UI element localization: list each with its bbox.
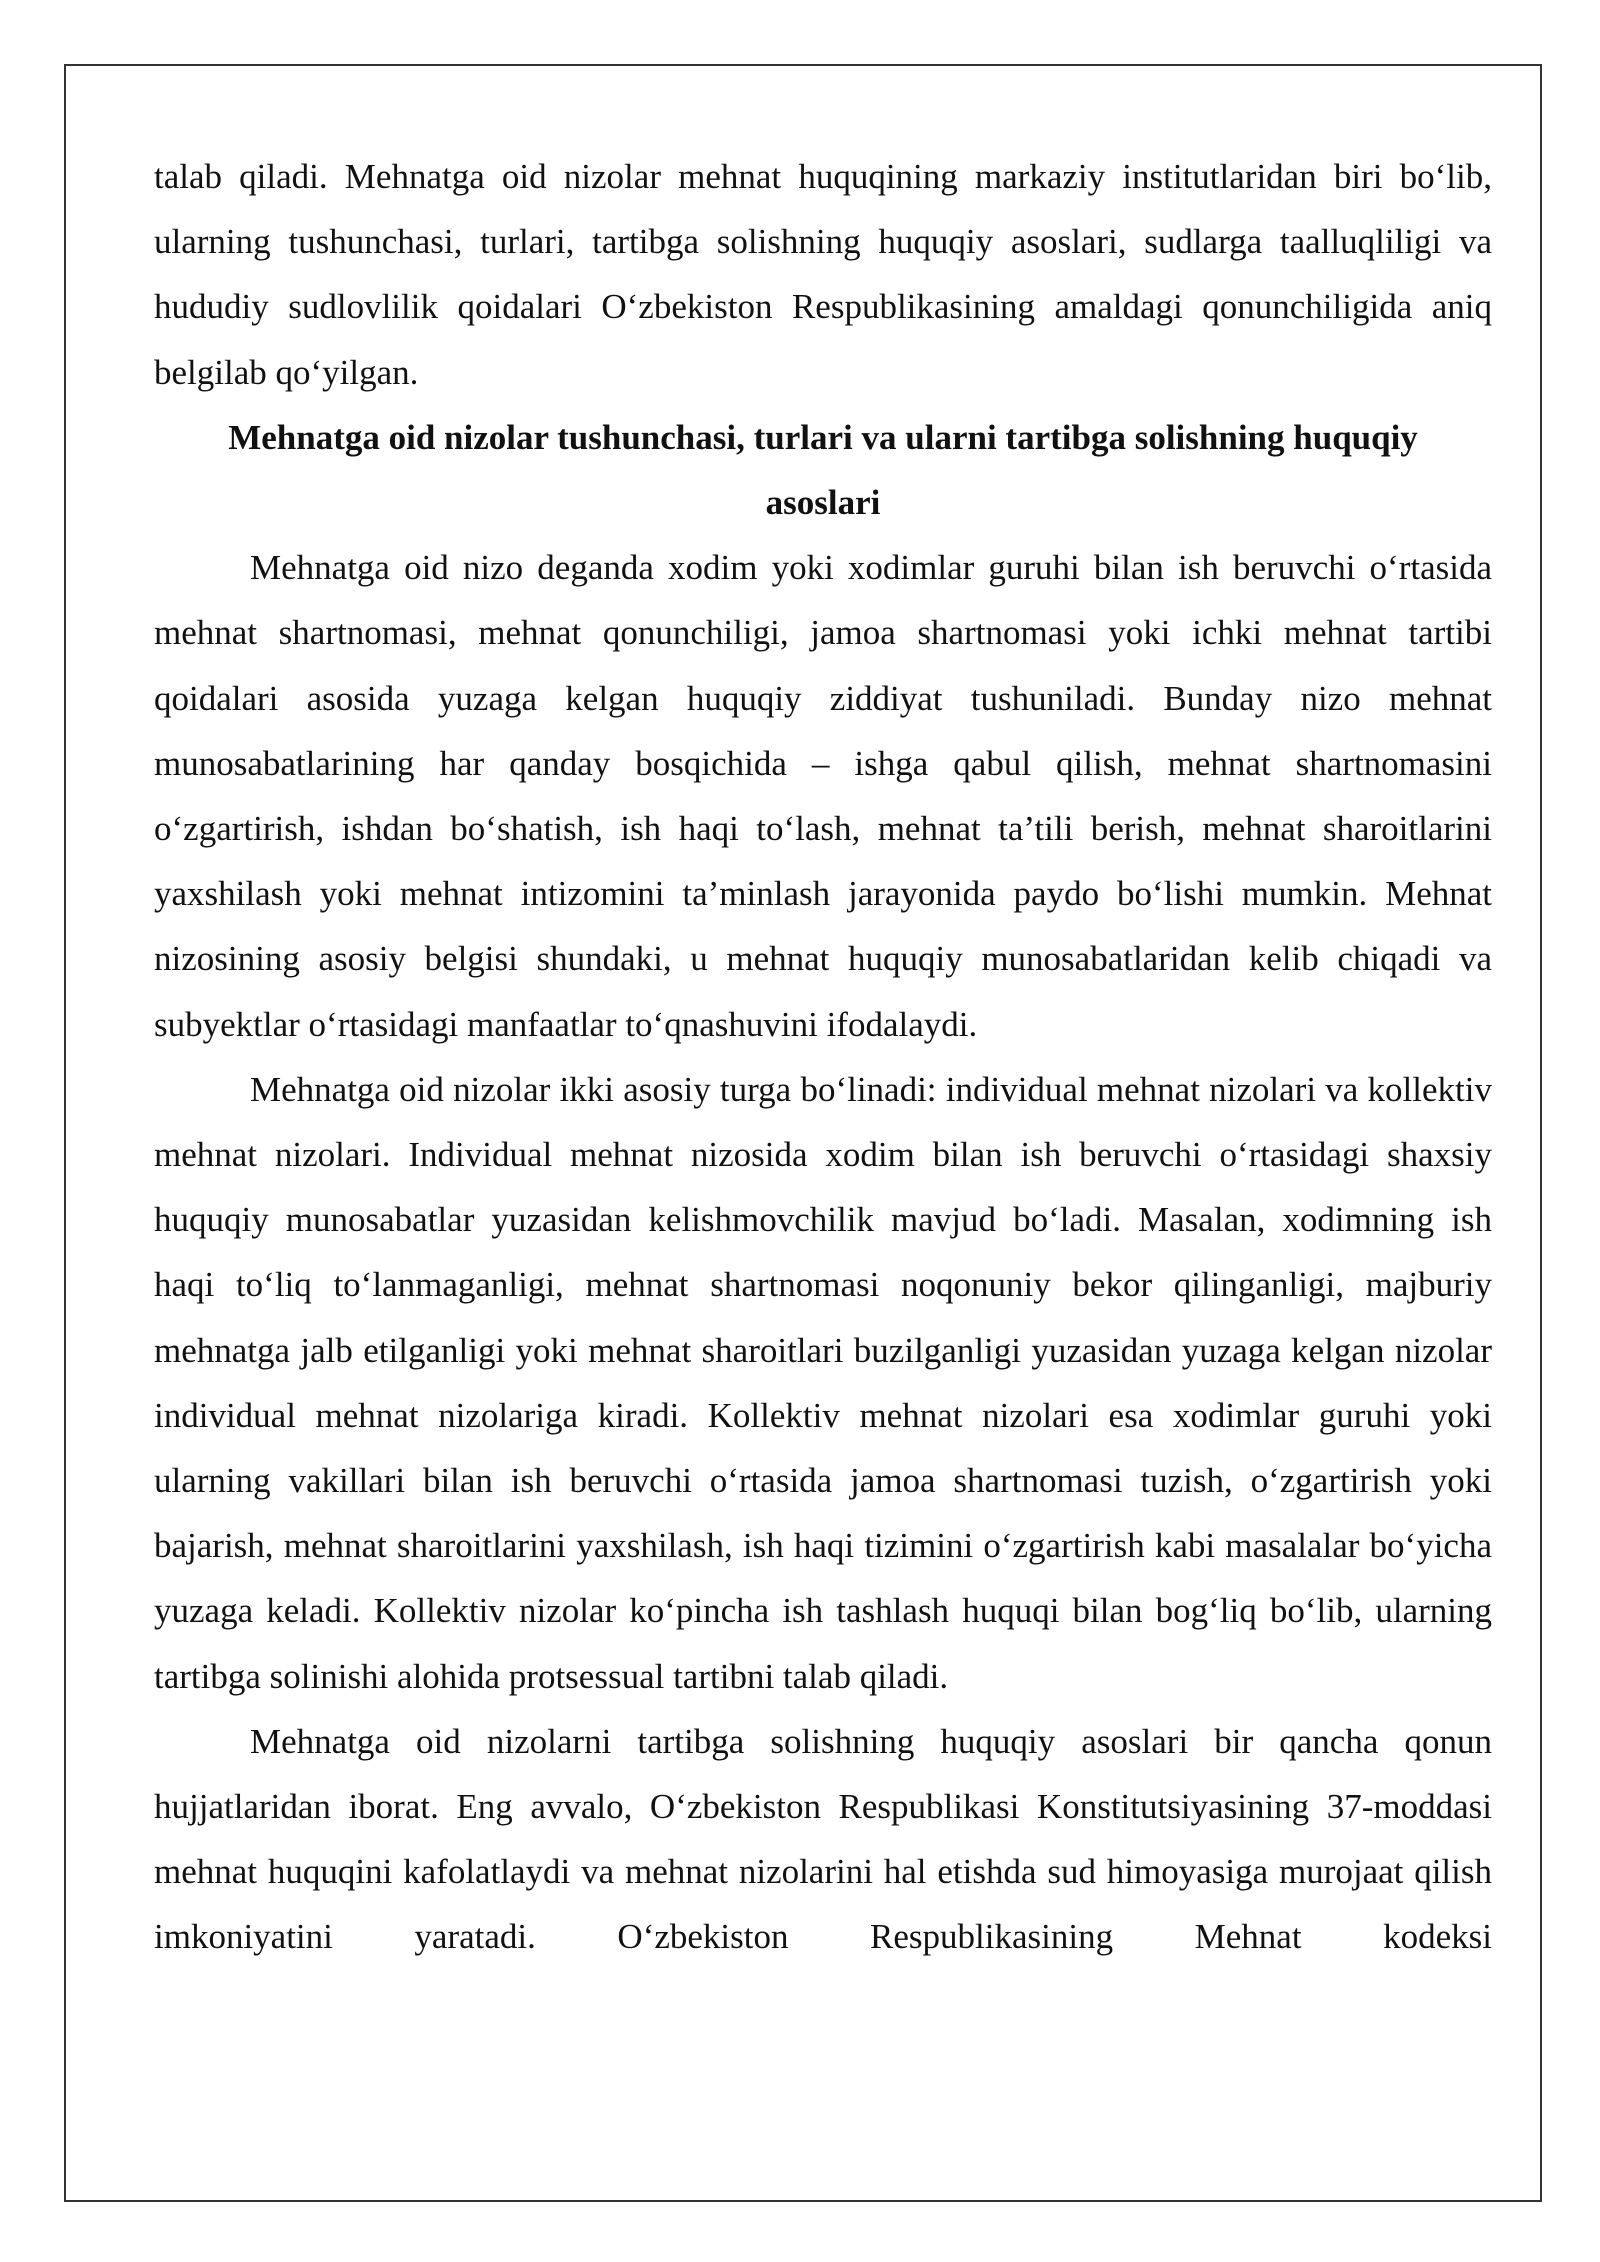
paragraph-definition: Mehnatga oid nizo deganda xodim yoki xodimlar guruhi bilan ish beruvchi o‘rtasida mehnat shartnomasi, mehnat qonunchiligi, jamoa shartnomasi yoki ichki mehnat tartibi qoidalari asosida yuzaga kelgan huquqiy ziddiyat tushuniladi. Bunday nizo mehnat munosabatlarining har qanday bosqichida – ishga qabul qilish, mehnat shartnomasini o‘zgartirish, ishdan bo‘shatish, ish haqi to‘lash, mehnat ta’tili berish, mehnat sharoitlarini yaxshilash yoki mehnat intizomini ta’minlash jarayonida paydo bo‘lishi mumkin. Mehnat nizosining asosiy belgisi shundaki, u mehnat huquqiy munosabatlaridan kelib chiqadi va subyektlar o‘rtasidagi manfaatlar to‘qnashuvini ifodalaydi. [154, 548, 1492, 1044]
paragraph-types: Mehnatga oid nizolar ikki asosiy turga bo‘linadi: individual mehnat nizolari va kollektiv mehnat nizolari. Individual mehnat nizosida xodim bilan ish beruvchi o‘rtasidagi shaxsiy huquqiy munosabatlar yuzasidan kelishmovchilik mavjud bo‘ladi. Masalan, xodimning ish haqi to‘liq to‘lanmaganligi, mehnat shartnomasi noqonuniy bekor qilinganligi, majburiy mehnatga jalb etilganligi yoki mehnat sharoitlari buzilganligi yuzasidan yuzaga kelgan nizolar individual mehnat nizolariga kiradi. Kollektiv mehnat nizolari esa xodimlar guruhi yoki ularning vakillari bilan ish beruvchi o‘rtasida jamoa shartnomasi tuzish, o‘zgartirish yoki bajarish, mehnat sharoitlarini yaxshilash, ish haqi tizimini o‘zgartirish kabi masalalar bo‘yicha yuzaga keladi. Kollektiv nizolar ko‘pincha ish tashlash huquqi bilan bog‘liq bo‘lib, ularning tartibga solinishi alohida protsessual tartibni talab qiladi. [154, 1069, 1492, 1696]
paragraph-legal-bases: Mehnatga oid nizolarni tartibga solishning huquqiy asoslari bir qancha qonun hujjatlaridan iborat. Eng avvalo, O‘zbekiston Respublikasi Konstitutsiyasining 37-moddasi mehnat huquqini kafolatlaydi va mehnat nizolarini hal etishda sud himoyasiga murojaat qilish imkoniyatini yaratadi. O‘zbekiston Respublikasining Mehnat kodeksi [154, 1721, 1492, 1957]
paragraph-intro-continuation: talab qiladi. Mehnatga oid nizolar mehnat huquqining markaziy institutlaridan biri bo‘lib, ularning tushunchasi, turlari, tartibga solishning huquqiy asoslari, sudlarga taalluqliligi va hududiy sudlovlilik qoidalari O‘zbekiston Respublikasining amaldagi qonunchiligida aniq belgilab qo‘yilgan. [154, 157, 1492, 392]
section-heading: Mehnatga oid nizolar tushunchasi, turlari va ularni tartibga solishning huquqiy asoslari [228, 417, 1418, 523]
document-body [154, 144, 1492, 1970]
